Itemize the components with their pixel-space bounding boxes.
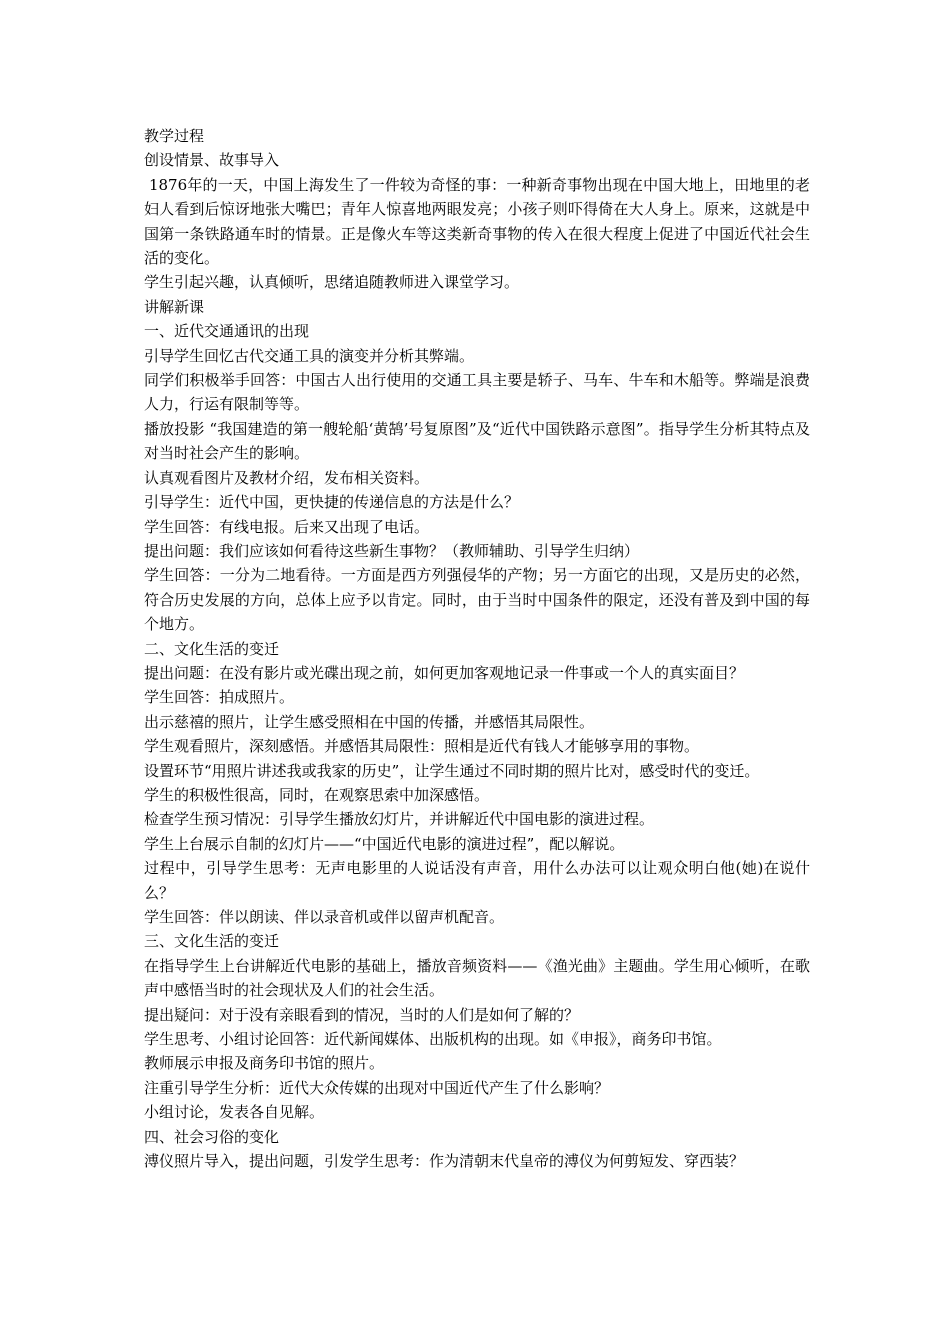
subsection-heading: 讲解新课 [144, 297, 205, 316]
paragraph: 学生回答：有线电报。后来又出现了电话。 [144, 517, 430, 536]
paragraph: 引导学生回忆古代交通工具的演变并分析其弊端。 [144, 346, 475, 365]
paragraph: 播放投影 “我国建造的第一艘轮船‘黄鹄’号复原图”及“近代中国铁路示意图”。指导学生分析其特点及对当时社会产生的影响。 [144, 419, 810, 463]
paragraph: 同学们积极举手回答：中国古人出行使用的交通工具主要是轿子、马车、牛车和木船等。弊端是浪费人力，行运有限制等等。 [144, 371, 810, 414]
part-heading: 二、文化生活的变迁 [144, 639, 280, 658]
paragraph: 提出问题：我们应该如何看待这些新生事物？（教师辅助、引导学生归纳） [144, 541, 640, 560]
paragraph: 学生回答：伴以朗读、伴以录音机或伴以留声机配音。 [144, 908, 505, 926]
paragraph: 过程中，引导学生思考：无声电影里的人说话没有声音，用什么办法可以让观众明白他(她)在说什么？ [144, 859, 810, 902]
paragraph: 学生回答：一分为二地看待。一方面是西方列强侵华的产物；另一方面它的出现，又是历史的必然，符合历史发展的方向，总体上应予以肯定。同时，由于当时中国条件的限定，还没有普及到中国的每个地方。 [144, 566, 810, 634]
part-heading: 三、文化生活的变迁 [144, 932, 280, 951]
paragraph: 提出问题：在没有影片或光碟出现之前，如何更加客观地记录一件事或一个人的真实面目？ [144, 663, 745, 682]
paragraph: 检查学生预习情况：引导学生播放幻灯片，并讲解近代中国电影的演进过程。 [144, 810, 655, 829]
paragraph: 1876年的一天，中国上海发生了一件较为奇怪的事：一种新奇事物出现在中国大地上，田地里的老妇人看到后惊讶地张大嘴巴；青年人惊喜地两眼发亮；小孩子则吓得倚在大人身上。原来，这就是中国第一条铁路通车时的情景。正是像火车等这类新奇事物的传入在很大程度上促进了中国近代社会生活的变化。 [144, 175, 810, 268]
paragraph: 学生引起兴趣，认真倾听，思绪追随教师进入课堂学习。 [144, 273, 520, 292]
part-heading: 一、近代交通通讯的出现 [144, 322, 310, 341]
document-body [144, 124, 810, 1173]
paragraph: 引导学生：近代中国，更快捷的传递信息的方法是什么？ [144, 493, 520, 512]
paragraph: 在指导学生上台讲解近代电影的基础上，播放音频资料——《渔光曲》主题曲。学生用心倾听，在歌声中感悟当时的社会现状及人们的社会生活。 [144, 956, 810, 1000]
paragraph: 设置环节“用照片讲述我或我家的历史”，让学生通过不同时期的照片比对，感受时代的变迁。 [144, 761, 760, 780]
paragraph: 教师展示申报及商务印书馆的照片。 [144, 1054, 385, 1073]
paragraph: 提出疑问：对于没有亲眼看到的情况，当时的人们是如何了解的？ [144, 1005, 580, 1024]
paragraph: 认真观看图片及教材介绍，发布相关资料。 [144, 468, 430, 487]
subsection-heading: 创设情景、故事导入 [144, 151, 280, 170]
paragraph: 出示慈禧的照片，让学生感受照相在中国的传播，并感悟其局限性。 [144, 712, 595, 731]
paragraph: 学生的积极性很高，同时，在观察思索中加深感悟。 [144, 785, 490, 804]
paragraph: 学生观看照片，深刻感悟。并感悟其局限性：照相是近代有钱人才能够享用的事物。 [144, 737, 700, 756]
paragraph: 注重引导学生分析：近代大众传媒的出现对中国近代产生了什么影响？ [144, 1078, 610, 1097]
part-heading: 四、社会习俗的变化 [144, 1127, 280, 1146]
paragraph: 学生思考、小组讨论回答：近代新闻媒体、出版机构的出现。如《申报》，商务印书馆。 [144, 1030, 722, 1049]
section-heading: 教学过程 [144, 127, 205, 145]
paragraph: 溥仪照片导入，提出问题，引发学生思考：作为清朝末代皇帝的溥仪为何剪短发、穿西装？ [144, 1152, 745, 1171]
paragraph: 学生回答：拍成照片。 [144, 688, 295, 707]
paragraph: 小组讨论，发表各自见解。 [144, 1103, 325, 1122]
paragraph: 学生上台展示自制的幻灯片——“中国近代电影的演进过程”，配以解说。 [144, 834, 625, 853]
